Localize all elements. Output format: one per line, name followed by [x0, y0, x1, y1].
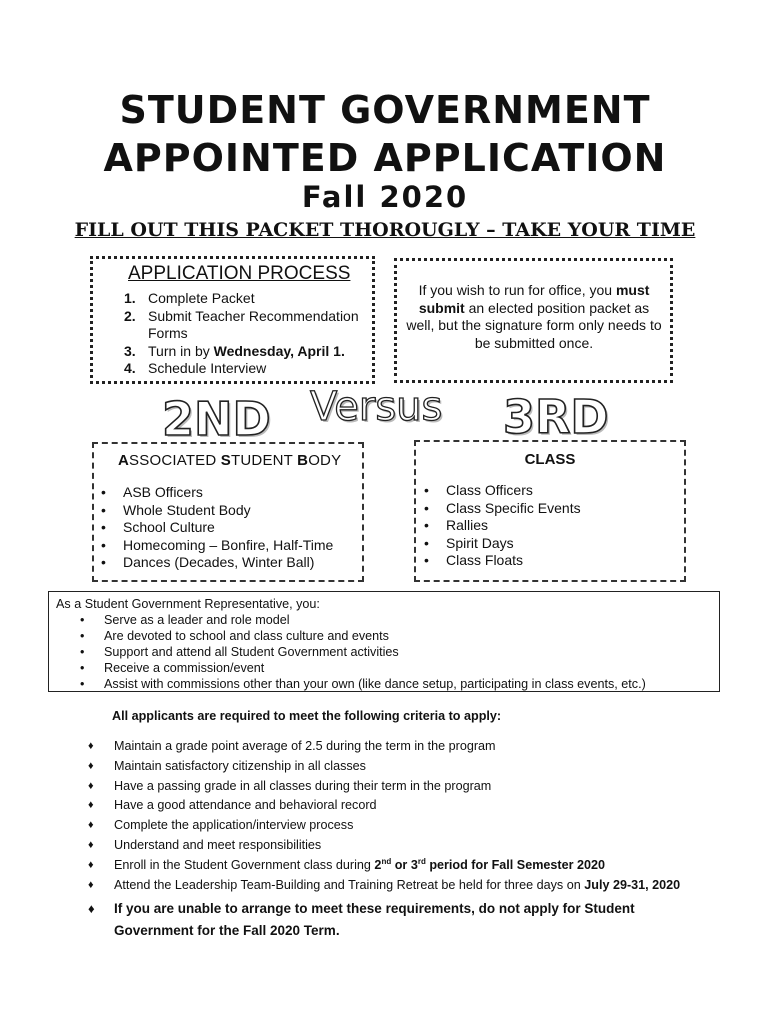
list-item: • Support and attend all Student Government activities	[56, 644, 716, 660]
list-item: ♦ Complete the application/interview process	[88, 816, 688, 836]
list-item: 1. Complete Packet	[124, 290, 255, 306]
list-item: • Class Officers	[420, 482, 682, 500]
list-item: • Rallies	[420, 517, 682, 535]
class-list	[420, 482, 682, 570]
criteria-title: All applicants are required to meet the following criteria to apply:	[112, 709, 502, 723]
title-line-1: STUDENT GOVERNMENT	[119, 88, 651, 132]
asb-title: ASSOCIATED STUDENT BODY	[118, 452, 342, 469]
list-item: • School Culture	[97, 519, 359, 537]
list-item: ♦ Attend the Leadership Team-Building and Training Retreat be held for three days on July 29-31, 2020	[88, 876, 688, 896]
representative-list	[56, 612, 716, 692]
list-item: ♦ Enroll in the Student Government class during 2nd or 3rd period for Fall Semester 2020	[88, 856, 688, 876]
list-item: • Are devoted to school and class culture and events	[56, 628, 716, 644]
representative-intro: As a Student Government Representative, you:	[56, 597, 320, 611]
list-item: 2. Submit Teacher Recommendation Forms	[124, 307, 359, 341]
list-item: • Whole Student Body	[97, 502, 359, 520]
list-item: ♦ Maintain satisfactory citizenship in all classes	[88, 757, 688, 777]
list-item: ♦ Have a passing grade in all classes during their term in the program	[88, 777, 688, 797]
term-title: Fall 2020	[301, 180, 469, 214]
list-item: 3. Turn in by Wednesday, April 1.	[124, 342, 345, 359]
list-item: ♦ Have a good attendance and behavioral record	[88, 796, 688, 816]
versus-heading: Versus	[310, 384, 443, 430]
list-item: • Receive a commission/event	[56, 660, 716, 676]
office-note: If you wish to run for office, you must submit an elected position packet as well, but the signature form only needs to be submitted once.	[406, 282, 662, 351]
list-item: • Spirit Days	[420, 535, 682, 553]
asb-list	[97, 484, 359, 572]
list-item: • Assist with commissions other than your own (like dance setup, participating in class events, etc.)	[56, 676, 716, 692]
list-item: ♦ Understand and meet responsibilities	[88, 836, 688, 856]
criteria-list	[88, 737, 688, 942]
second-period-heading: 2ND	[162, 392, 271, 446]
list-item: • Homecoming – Bonfire, Half-Time	[97, 537, 359, 555]
third-period-heading: 3RD	[503, 390, 609, 444]
list-item: ♦ If you are unable to arrange to meet these requirements, do not apply for Student Government for the Fall 2020 Term.	[88, 898, 688, 942]
list-item: • Class Floats	[420, 552, 682, 570]
list-item: • Serve as a leader and role model	[56, 612, 716, 628]
list-item: • Dances (Decades, Winter Ball)	[97, 554, 359, 572]
class-title: CLASS	[524, 451, 576, 468]
list-item: • ASB Officers	[97, 484, 359, 502]
title-line-2: APPOINTED APPLICATION	[103, 136, 667, 180]
list-item: ♦ Maintain a grade point average of 2.5 during the term in the program	[88, 737, 688, 757]
list-item: • Class Specific Events	[420, 500, 682, 518]
application-process-title: APPLICATION PROCESS	[128, 263, 351, 284]
list-item: 4. Schedule Interview	[124, 360, 267, 376]
process-steps	[124, 290, 364, 378]
instruction-subtitle: FILL OUT THIS PACKET THOROUGLY – TAKE YOUR TIME	[74, 219, 696, 241]
